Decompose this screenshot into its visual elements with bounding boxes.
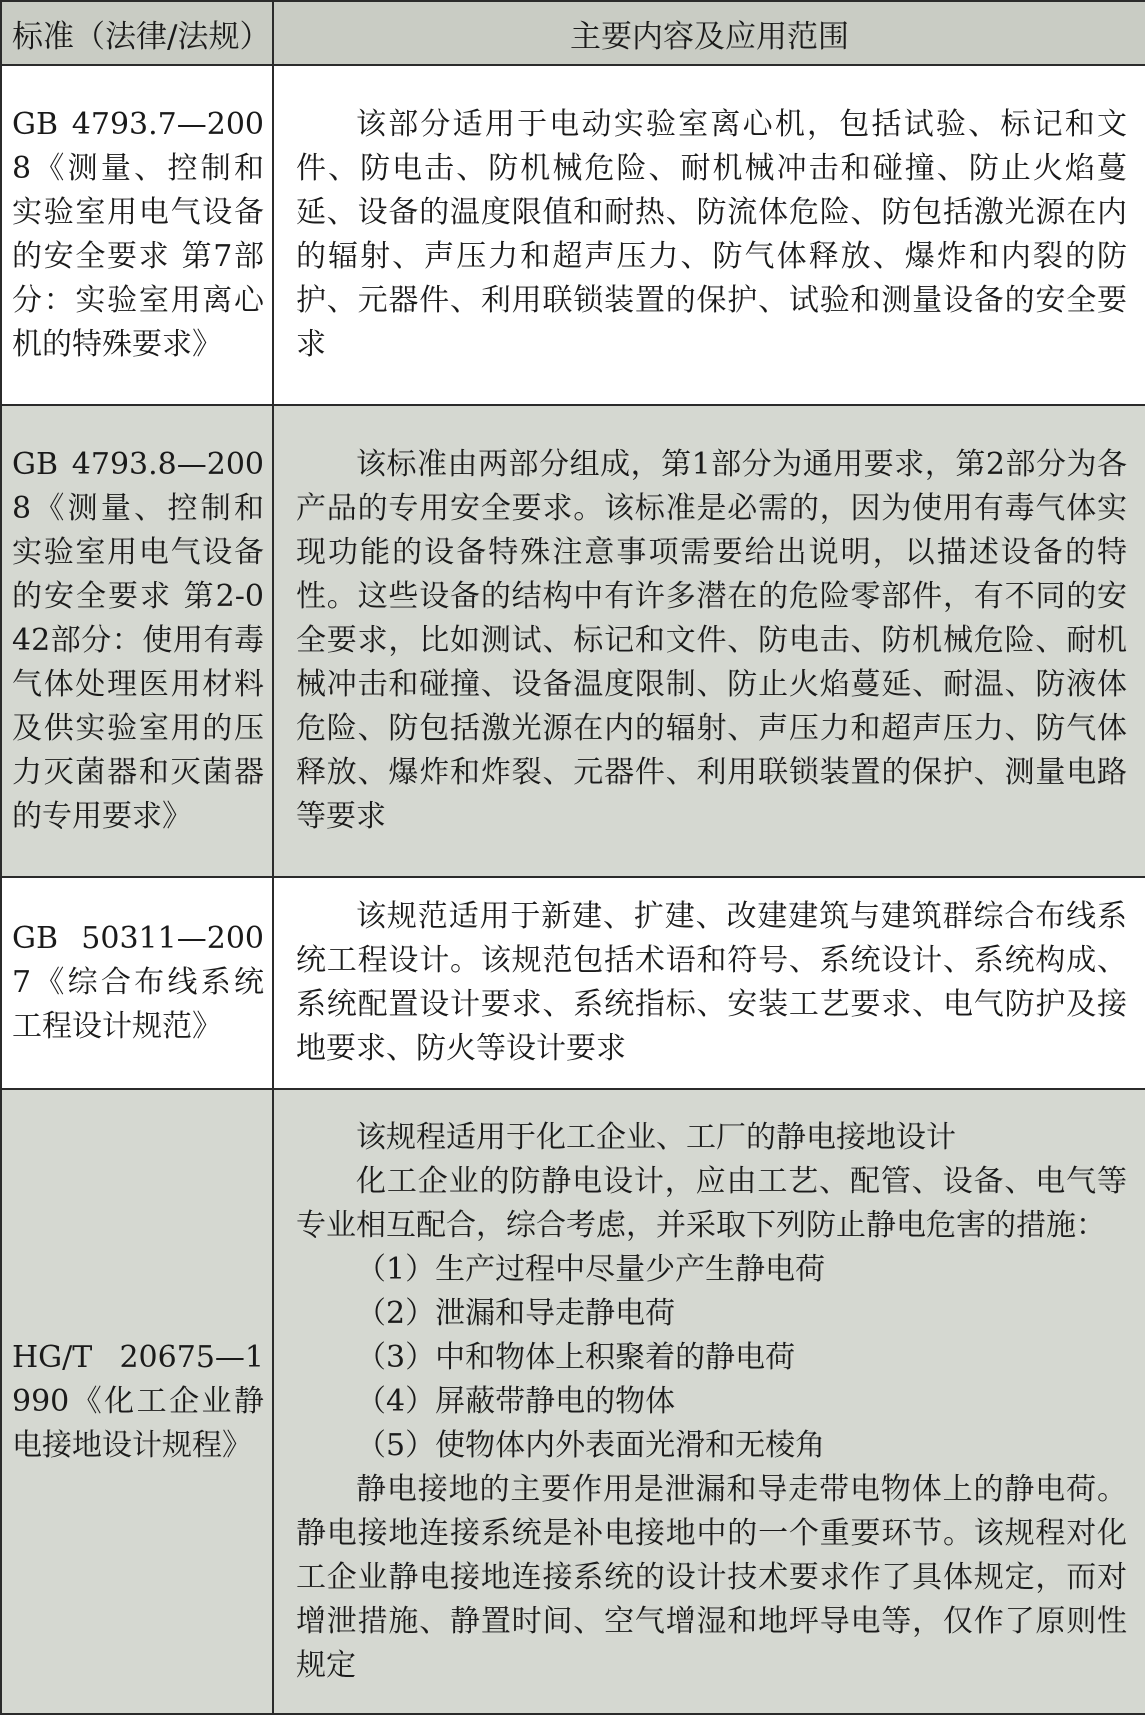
content-cell — [273, 65, 1145, 405]
table-row — [1, 405, 1145, 877]
content-cell — [273, 1089, 1145, 1714]
list-item: （5）使物体内外表面光滑和无棱角 — [356, 1427, 826, 1463]
standard-cell: GB 4793.8—2008《测量、控制和实验室用电气设备的安全要求 第2-042部分：使用有毒气体处理医用材料及供实验室用的压力灭菌器和灭菌器的专用要求》 — [1, 405, 273, 877]
content-cell — [273, 405, 1145, 877]
content-paragraph: 该部分适用于电动实验室离心机，包括试验、标记和文件、防电击、防机械危险、耐机械冲击和碰撞、防止火焰蔓延、设备的温度限值和耐热、防流体危险、防包括激光源在内的辐射、声压力和超声压力、防气体释放、爆炸和内裂的防护、元器件、利用联锁装置的保护、试验和测量设备的安全要求 — [296, 107, 1127, 362]
content-closing: 静电接地的主要作用是泄漏和导走带电物体上的静电荷。静电接地连接系统是补电接地中的一个重要环节。该规程对化工企业静电接地连接系统的设计技术要求作了具体规定，而对增泄措施、静置时间、空气增湿和地坪导电等，仅作了原则性规定 — [296, 1471, 1127, 1683]
table-row — [1, 877, 1145, 1089]
content-paragraph: 该规范适用于新建、扩建、改建建筑与建筑群综合布线系统工程设计。该规范包括术语和符号、系统设计、系统构成、系统配置设计要求、系统指标、安装工艺要求、电气防护及接地要求、防火等设计要求 — [296, 899, 1127, 1066]
standard-cell: GB 50311—2007《综合布线系统工程设计规范》 — [1, 877, 273, 1089]
content-paragraph: 该标准由两部分组成，第1部分为通用要求，第2部分为各产品的专用安全要求。该标准是必需的，因为使用有毒气体实现功能的设备特殊注意事项需要给出说明，以描述设备的特性。这些设备的结构中有许多潜在的危险零部件，有不同的安全要求，比如测试、标记和文件、防电击、防机械危险、耐机械冲击和碰撞、设备温度限制、防止火焰蔓延、耐温、防液体危险、防包括激光源在内的辐射、声压力和超声压力、防气体释放、爆炸和炸裂、元器件、利用联锁装置的保护、测量电路等要求 — [296, 447, 1127, 834]
table-row — [1, 1089, 1145, 1714]
content-intro: 该规程适用于化工企业、工厂的静电接地设计 — [356, 1119, 956, 1155]
list-item: （4）屏蔽带静电的物体 — [356, 1383, 676, 1419]
table-header-row — [1, 1, 1145, 65]
list-item: （1）生产过程中尽量少产生静电荷 — [356, 1251, 826, 1287]
table-row — [1, 65, 1145, 405]
content-cell — [273, 877, 1145, 1089]
standard-cell: HG/T 20675—1990《化工企业静电接地设计规程》 — [1, 1089, 273, 1714]
standard-cell: GB 4793.7—2008《测量、控制和实验室用电气设备的安全要求 第7部分：实验室用离心机的特殊要求》 — [1, 65, 273, 405]
list-item: （2）泄漏和导走静电荷 — [356, 1295, 676, 1331]
content-lead: 化工企业的防静电设计，应由工艺、配管、设备、电气等专业相互配合，综合考虑，并采取下列防止静电危害的措施： — [296, 1163, 1127, 1243]
header-standard: 标准（法律/法规） — [1, 1, 273, 65]
list-item: （3）中和物体上积聚着的静电荷 — [356, 1339, 796, 1375]
header-content: 主要内容及应用范围 — [273, 1, 1145, 65]
